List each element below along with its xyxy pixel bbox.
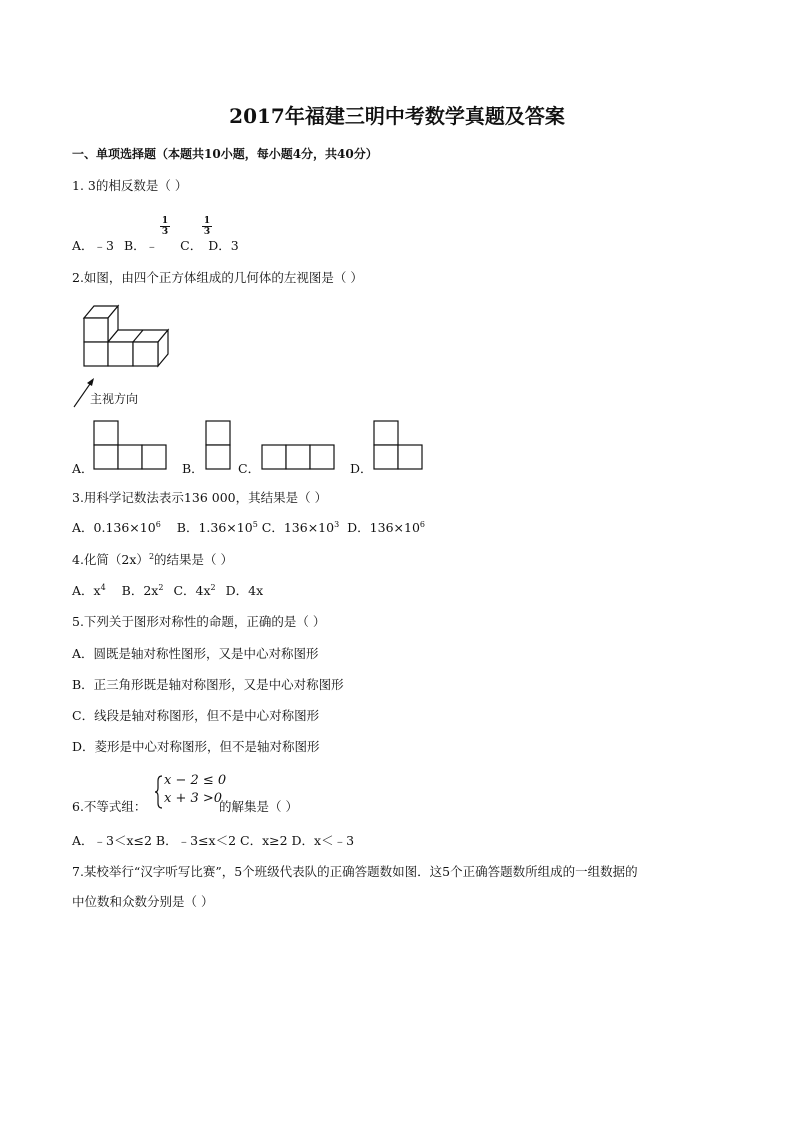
page-title: 2017年福建三明中考数学真题及答案 (229, 104, 565, 128)
q1-fraction-b: 1 3 (161, 216, 169, 237)
question-7-stem-line1: 7.某校举行“汉字听写比赛”，5个班级代表队的正确答题数如图．这5个正确答题数所组成的一组数据的 (72, 864, 638, 879)
question-1-stem: 1. 3的相反数是（ ） (72, 178, 188, 193)
question-4-stem: 4.化简$(2x)^2$的结果是（ ） (72, 552, 234, 567)
q1-option-b: B．﹣ (123, 238, 159, 253)
cube-solid-figure (84, 304, 174, 370)
q1-fraction-c: 1 3 (203, 216, 211, 237)
inequality-1: x − 2 ≤ 0 (164, 773, 227, 788)
q4-option-d: D．4x (225, 583, 264, 598)
q2-option-a-label: A． (72, 461, 94, 476)
inequality-2: x + 3 >0 (164, 791, 223, 806)
q2-option-b-label: B． (182, 461, 204, 476)
q5-option-a: A．圆既是轴对称性图形，又是中心对称图形 (72, 646, 319, 661)
q3-option-d: D．$136\times 10^6$ (347, 520, 426, 535)
question-4-options (72, 583, 263, 601)
question-6-stem-prefix: 6.不等式组： (72, 799, 147, 814)
question-3-options (72, 520, 425, 538)
question-2-stem: 2.如图，由四个正方体组成的几何体的左视图是（ ） (72, 270, 363, 285)
q3-option-c: C．$136\times 10^3$ (261, 520, 340, 535)
q3-option-b: B．$1.36\times 10^5$ (176, 520, 258, 535)
q2-option-a-figure (94, 421, 170, 471)
q5-option-d: D．菱形是中心对称图形，但不是轴对称图形 (72, 739, 320, 754)
q4-option-b: B．$2x^2$ (121, 583, 164, 598)
q2-option-b-figure (206, 421, 234, 471)
q5-option-b: B．正三角形既是轴对称图形，又是中心对称图形 (72, 677, 344, 692)
view-direction-label: 主视方向 (90, 392, 139, 406)
q2-option-c-label: C． (238, 461, 261, 476)
q4-option-c: C．$4x^2$ (173, 583, 216, 598)
q2-option-c-figure (262, 445, 338, 471)
question-6-options: A．﹣3＜x≤2 B．﹣3≤x＜2 C．x≥2 D．x＜﹣3 (72, 833, 355, 848)
question-6-stem-suffix: 的解集是（ ） (219, 799, 298, 814)
question-1-options (72, 238, 239, 254)
q5-option-c: C．线段是轴对称图形，但不是中心对称图形 (72, 708, 320, 723)
question-3-stem: 3.用科学记数法表示136 000，其结果是（ ） (72, 490, 328, 505)
q1-option-a: A．﹣3 (72, 238, 114, 253)
q2-option-d-label: D． (350, 461, 373, 476)
q4-option-a: A．$x^4$ (72, 583, 106, 598)
question-7-stem-line2: 中位数和众数分别是（ ） (72, 894, 214, 909)
q1-option-d: D．3 (208, 238, 239, 253)
q3-option-a: A．$0.136\times 10^6$ (72, 520, 161, 535)
inequality-brace-icon (155, 775, 163, 809)
q1-option-c: C． (180, 238, 203, 253)
question-5-stem: 5.下列关于图形对称性的命题，正确的是（ ） (72, 614, 326, 629)
q2-option-d-figure (374, 421, 426, 471)
section-heading: 一、单项选择题（本题共10小题，每小题4分，共40分） (72, 147, 378, 161)
